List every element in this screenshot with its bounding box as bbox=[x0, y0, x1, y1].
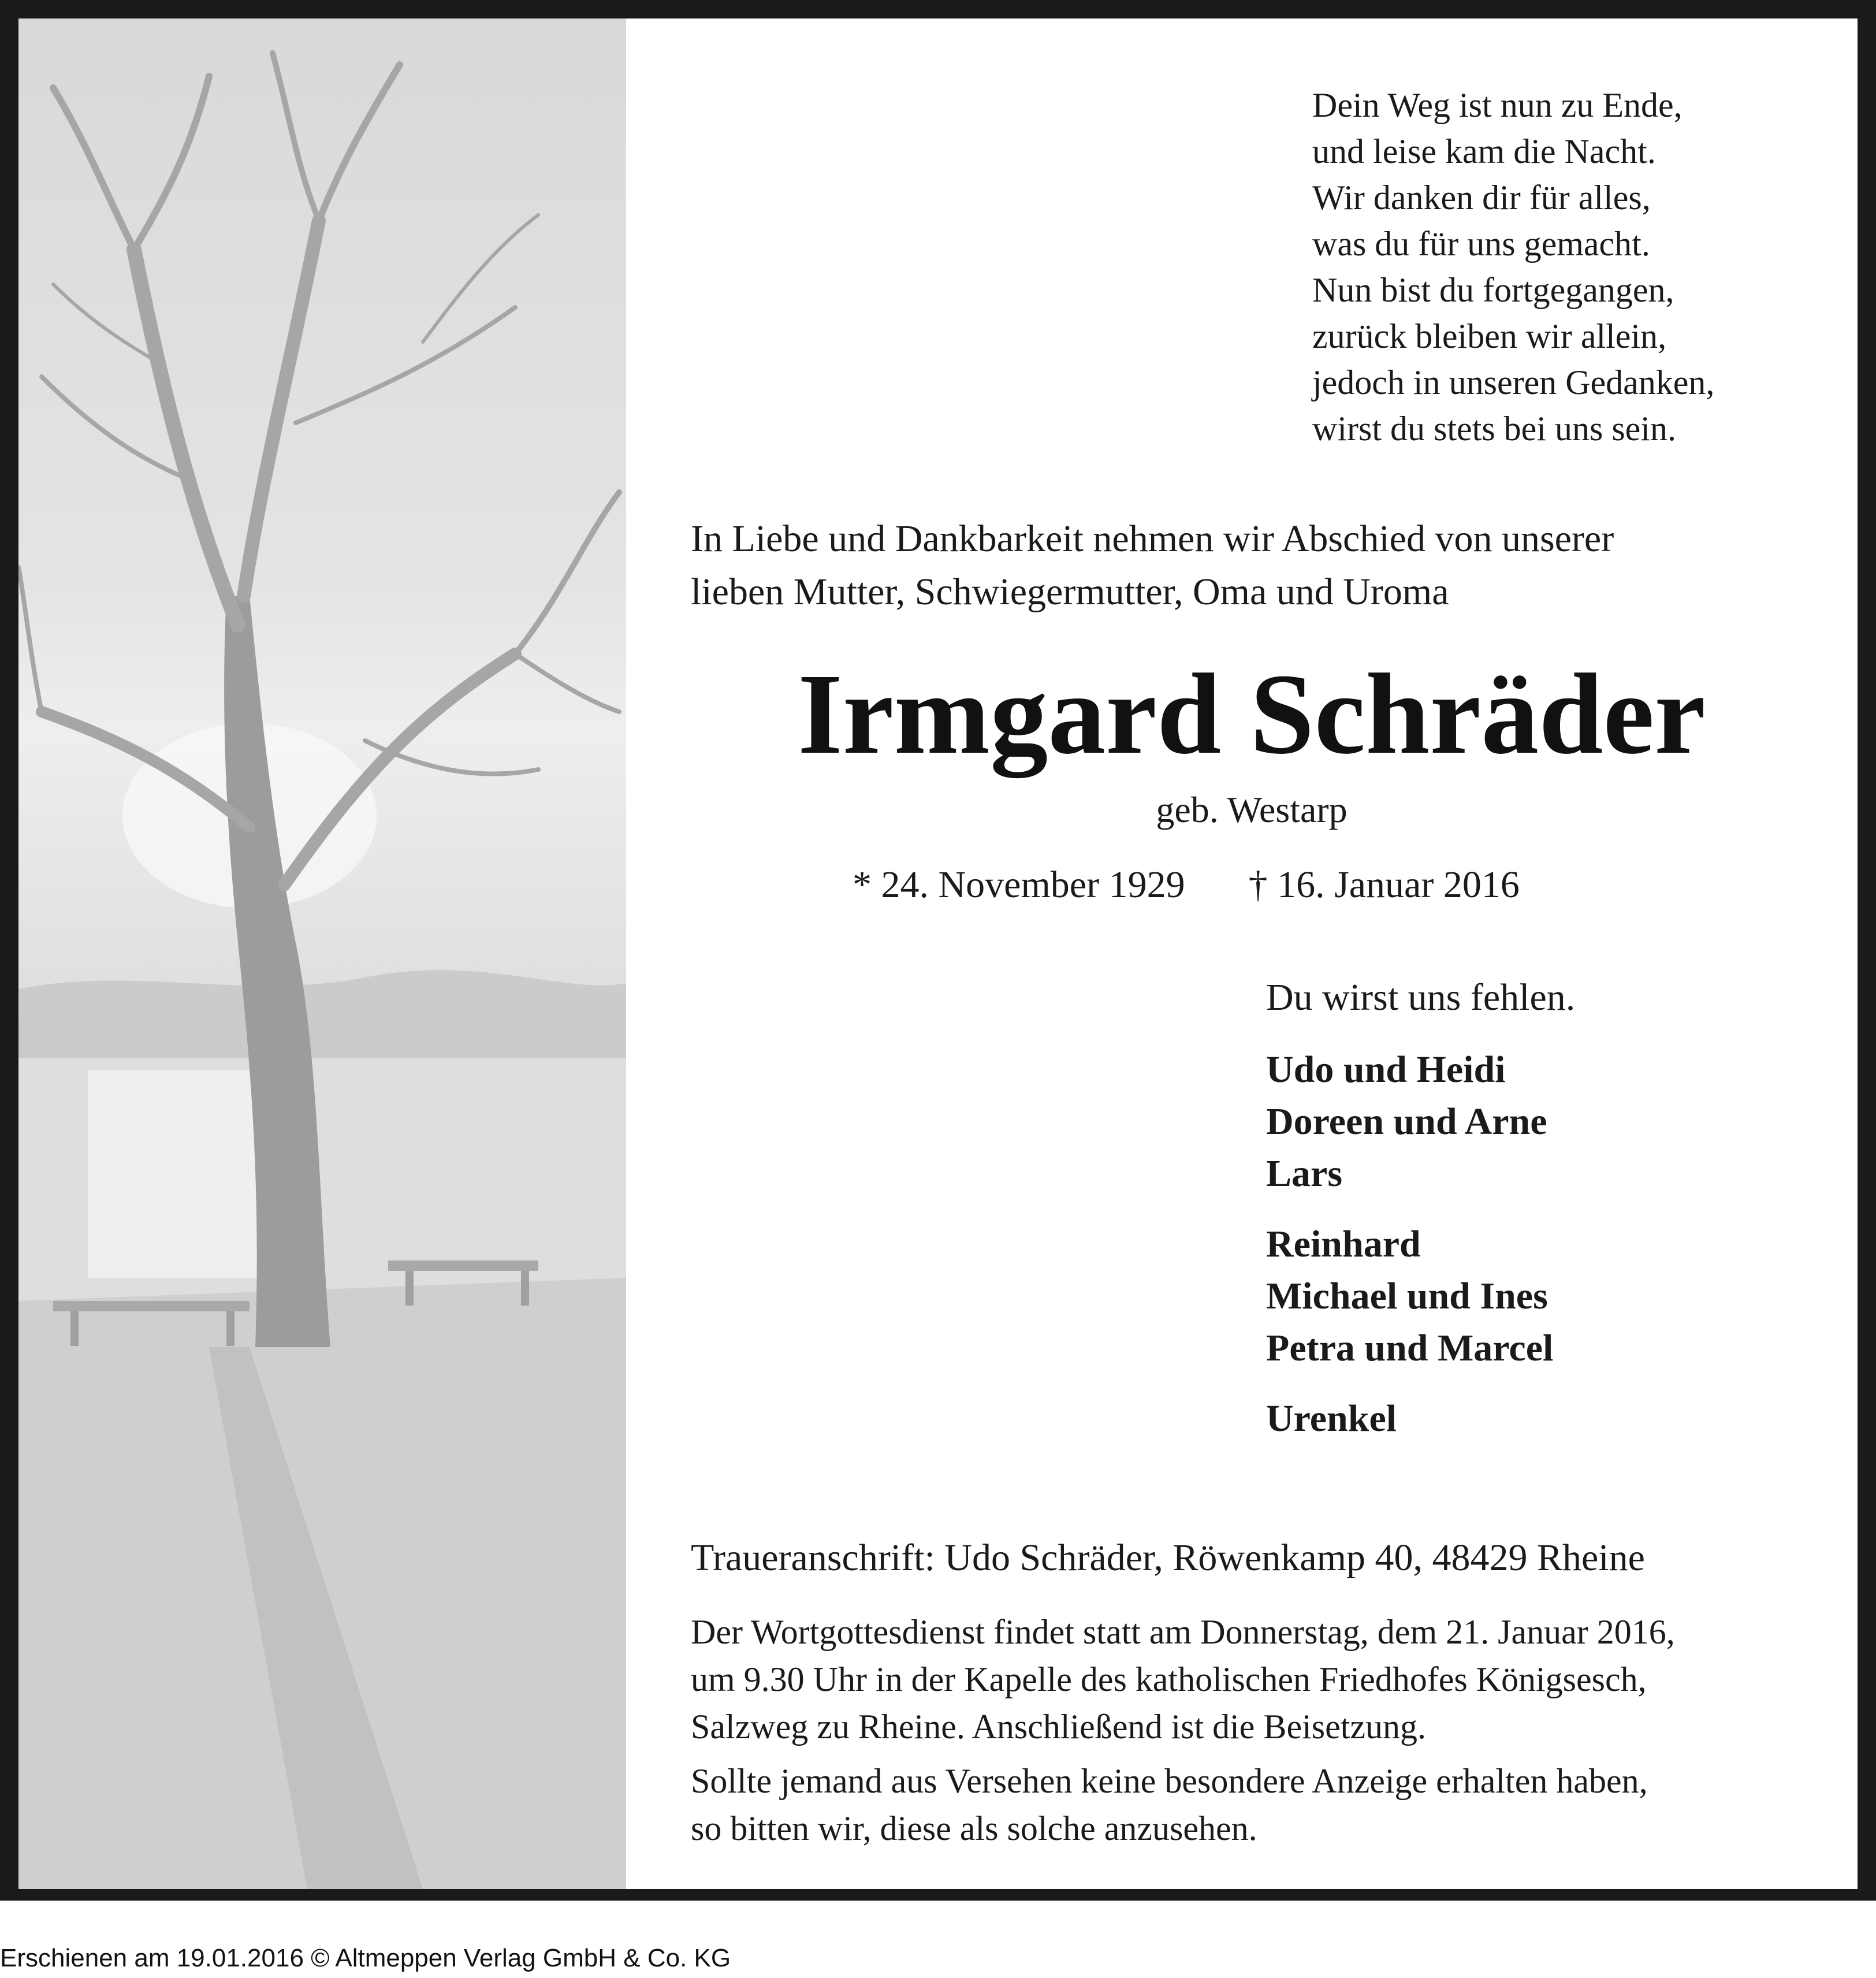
notice-note bbox=[691, 1757, 1648, 1852]
poem-line: jedoch in unseren Gedanken, bbox=[1312, 363, 1715, 401]
intro-line: lieben Mutter, Schwiegermutter, Oma und Uroma bbox=[691, 571, 1449, 613]
poem-line: Nun bist du fortgegangen, bbox=[1312, 271, 1674, 309]
mourners-group bbox=[1266, 1393, 1553, 1445]
tree-silhouette-image bbox=[18, 18, 626, 1889]
mourners-group bbox=[1266, 1218, 1553, 1374]
note-line: Sollte jemand aus Versehen keine besondere Anzeige erhalten haben, bbox=[691, 1762, 1648, 1800]
mourner-name: Udo und Heidi bbox=[1266, 1049, 1506, 1091]
mourner-name: Lars bbox=[1266, 1152, 1342, 1195]
life-dates bbox=[853, 862, 1520, 908]
poem bbox=[1312, 82, 1714, 452]
service-info bbox=[691, 1608, 1675, 1750]
mourner-name: Doreen und Arne bbox=[1266, 1100, 1547, 1143]
birth-name: geb. Westarp bbox=[1156, 789, 1348, 830]
mourning-address: Traueranschrift: Udo Schräder, Röwenkamp 40, 48429 Rheine bbox=[691, 1537, 1645, 1579]
deceased-name: Irmgard Schräder bbox=[798, 650, 1706, 778]
service-line: um 9.30 Uhr in der Kapelle des katholischen Friedhofes Königsesch, bbox=[691, 1660, 1647, 1698]
poem-line: Dein Weg ist nun zu Ende, bbox=[1312, 86, 1683, 124]
tree-lake-photo bbox=[18, 18, 626, 1889]
closing-line: Du wirst uns fehlen. bbox=[1266, 976, 1576, 1018]
service-line: Der Wortgottesdienst findet statt am Donnerstag, dem 21. Januar 2016, bbox=[691, 1613, 1675, 1651]
poem-line: zurück bleiben wir allein, bbox=[1312, 317, 1667, 355]
mourner-name: Petra und Marcel bbox=[1266, 1327, 1554, 1369]
birth-date: * 24. November 1929 bbox=[853, 864, 1185, 906]
poem-line: was du für uns gemacht. bbox=[1312, 225, 1650, 263]
poem-line: wirst du stets bei uns sein. bbox=[1312, 410, 1676, 448]
intro-line: In Liebe und Dankbarkeit nehmen wir Abschied von unserer bbox=[691, 518, 1614, 560]
obituary-card bbox=[18, 18, 1858, 1889]
note-line: so bitten wir, diese als solche anzusehen. bbox=[691, 1809, 1257, 1847]
poem-line: Wir danken dir für alles, bbox=[1312, 179, 1651, 217]
mourner-name: Michael und Ines bbox=[1266, 1275, 1548, 1317]
mourners-group bbox=[1266, 1044, 1553, 1200]
mourner-name: Reinhard bbox=[1266, 1223, 1421, 1265]
mourner-name: Urenkel bbox=[1266, 1397, 1397, 1440]
mourners-list bbox=[1266, 1044, 1553, 1463]
poem-line: und leise kam die Nacht. bbox=[1312, 132, 1656, 170]
publication-footer: Erschienen am 19.01.2016 © Altmeppen Verlag GmbH & Co. KG bbox=[0, 1944, 731, 1972]
service-line: Salzweg zu Rheine. Anschließend ist die Beisetzung. bbox=[691, 1708, 1427, 1746]
death-date: † 16. Januar 2016 bbox=[1248, 864, 1520, 906]
intro-text bbox=[691, 512, 1614, 619]
